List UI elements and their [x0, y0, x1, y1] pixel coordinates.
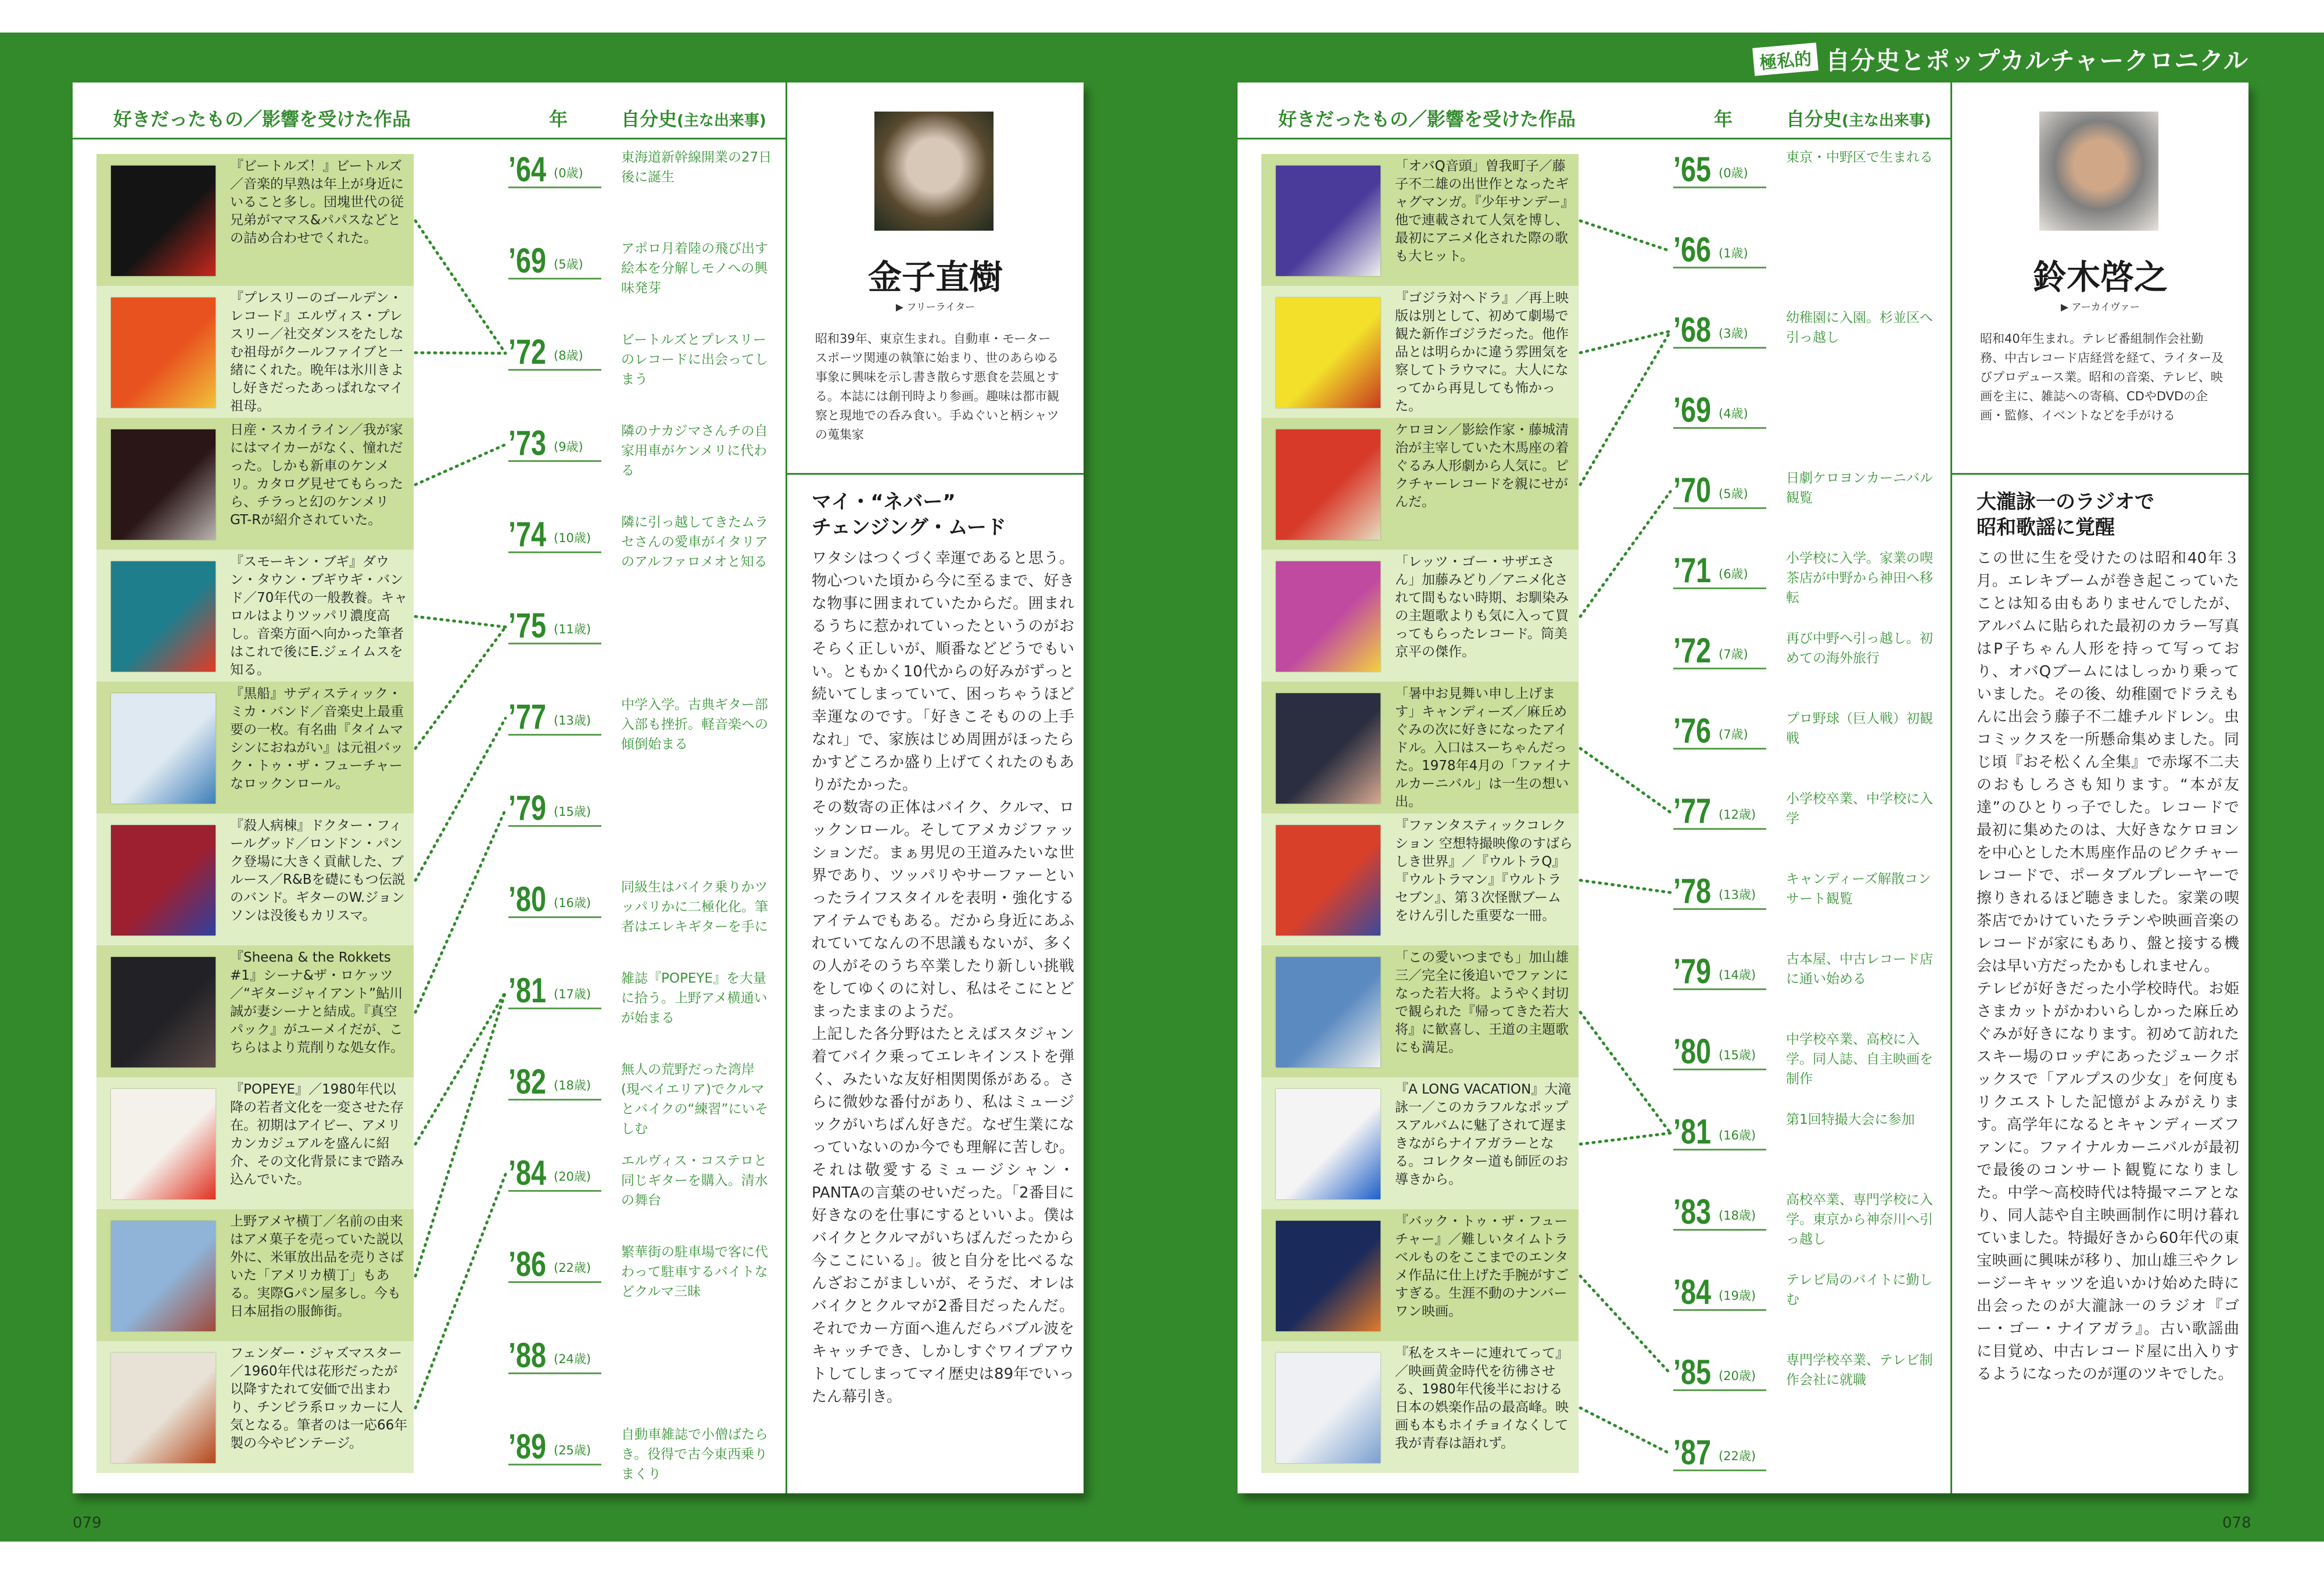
age-label: (9歳) [554, 440, 583, 454]
year-label: ’79 [1673, 952, 1712, 991]
age-label: (24歳) [554, 1352, 591, 1366]
timeline-event: キャンディーズ解散コンサート観覧 [1786, 872, 1932, 906]
title-text: 自分史とポップカルチャークロニクル [1825, 46, 2248, 75]
connector-line [415, 809, 505, 1012]
timeline-year [508, 882, 601, 918]
timeline-event: 再び中野へ引っ越し。初めての海外旅行 [1786, 631, 1933, 666]
age-label: (13歳) [1719, 888, 1756, 902]
year-label: ’73 [508, 424, 547, 463]
year-label: ’70 [1673, 471, 1712, 510]
work-description: ケロヨン／影絵作家・藤城清治が主宰していた木馬座の着ぐるみ人形劇から人気に。ピクチャーレコードを親にせがんだ。 [1395, 422, 1569, 510]
age-label: (16歳) [1719, 1128, 1756, 1142]
age-label: (3歳) [1719, 327, 1748, 341]
timeline-event: 無人の荒野だった湾岸(現ベイエリア)でクルマとバイクの“練習”にいそしむ [621, 1062, 769, 1137]
essay-paragraph: この世に生を受けたのは昭和40年３月。エレキブームが巻き起こっていたことは知る由もありませんでしたが、アルバムに貼られた最初のカラー写真はP子ちゃん人形を持って写っており、オバQブームにはしっかり乗っていました。その後、幼稚園でドラえもんに出会う藤子不二雄チルドレン。虫コミックスを一所懸命集めました。同じ頃『おそ松くん全集』で赤塚不二夫のおもしろさも知ります。“本が友達”のひとりっ子でした。レコードで最初に集めたのは、大好きなケロヨンを中心とした木馬座作品のピクチャーレコードで、ポータブルプレーヤーで擦りきれるほど聴きました。家業の喫茶店でかけていたラテンや映画音楽のレコードが家にもあり、盤と接する機会は早い方だったかもしれません。 [1977, 550, 2239, 975]
work-item [96, 550, 414, 682]
age-label: (11歳) [554, 622, 591, 636]
connector-line [415, 1174, 505, 1408]
year-label: ’74 [508, 515, 547, 554]
essay-paragraph: その数寄の正体はバイク、クルマ、ロックンロール。そしてアメカジファッションだ。まぁ男児の王道みたいな世界であり、ツッパリやサーファーといったライフスタイルを表明・強化するアイテムでもある。だから身近にあふれていてなんの不思議もないが、多くの人がそのうち卒業したり新しい挑戦をしてゆくのに対し、私はそこにとどまったままのようだ。 [812, 799, 1074, 1020]
cover-image [1276, 1089, 1380, 1199]
work-description: 『POPEYE』／1980年代以降の若者文化を一変させた存在。初期はアイビー、アメリカンカジュアルを盛んに紹介、その文化背景にまで踏み込んでいた。 [230, 1082, 404, 1187]
timeline-year [508, 608, 601, 644]
column-header-works: 好きだったもの／影響を受けた作品 [113, 108, 411, 130]
year-label: ’84 [1673, 1273, 1712, 1311]
year-label: ’81 [508, 971, 547, 1010]
timeline-event: 雑誌『POPEYE』を大量に拾う。上野アメ横通いが始まる [621, 971, 768, 1026]
year-label: ’68 [1673, 310, 1712, 349]
header-divider [73, 138, 786, 139]
column-header-works: 好きだったもの／影響を受けた作品 [1278, 108, 1576, 130]
timeline-event: 東京・中野区で生まれる [1786, 150, 1933, 165]
timeline-year [508, 243, 601, 279]
age-label: (8歳) [554, 349, 583, 363]
title-badge: 極私的 [1752, 42, 1819, 76]
year-label: ’77 [508, 697, 547, 736]
work-item [96, 1341, 414, 1473]
work-description: 『ゴジラ対ヘドラ』／再上映版は別として、初めて劇場で観た新作ゴジラだった。他作品とは明らかに違う雰囲気を察してトラウマに。大人になってから再見しても怖かった。 [1395, 291, 1569, 414]
connector-line [1580, 748, 1670, 812]
work-description: 『A LONG VACATION』大滝詠一／このカラフルなポップスアルバムに魅了されて遅まきながらナイアガラーとなる。コレクター道も師匠のお導きから。 [1395, 1082, 1572, 1187]
age-label: (18歳) [554, 1078, 591, 1092]
essay-body [812, 547, 1074, 1408]
timeline-event: 専門学校卒業、テレビ制作会社に就職 [1786, 1353, 1933, 1388]
author-photo [874, 112, 994, 231]
work-description: 『Sheena & the Rokkets #1』シーナ&ザ・ロケッツ／“ギタージャイアント”鮎川誠が妻シーナと結成。『真空パック』がユーメイだが、こちらはより荒削りな処女作。 [230, 950, 404, 1055]
essay-title [812, 489, 1073, 540]
timeline-event: ビートルズとプレスリーのレコードに出会ってしまう [621, 332, 768, 387]
age-label: (17歳) [554, 987, 591, 1001]
work-item [1261, 813, 1579, 945]
column-header-history [621, 105, 766, 131]
connector-line [1580, 221, 1670, 251]
author-role: ▶ アーカイヴァー [2061, 302, 2140, 313]
work-description: 「オバQ音頭」曽我町子／藤子不二雄の出世作となったギャグマンガ。『少年サンデー』他で連載されて人気を博し、最初にアニメ化された際の歌も大ヒット。 [1395, 159, 1569, 264]
work-item [96, 813, 414, 945]
timeline-year [1673, 1114, 1766, 1151]
timeline-year [1673, 1355, 1766, 1391]
work-description: 『スモーキン・ブギ』ダウン・タウン・ブギウギ・バンド／70年代の一般教養。キャロルはよりツッパリ濃度高し。音楽方面へ向かった筆者はこれで後にE.ジェイムスを知る。 [230, 554, 408, 678]
work-item [96, 945, 414, 1077]
cover-image [1276, 429, 1380, 540]
work-description: 『黒船』サディスティック・ミカ・バンド／音楽史上最重要の一枚。有名曲『タイムマシンにおねがい』は元祖バック・トゥ・ザ・フューチャーなロックンロール。 [230, 686, 404, 791]
age-label: (1歳) [1719, 246, 1748, 260]
age-label: (5歳) [1719, 487, 1748, 501]
cover-image [111, 166, 216, 276]
connector-line [1580, 331, 1670, 485]
age-label: (14歳) [1719, 968, 1756, 982]
work-item [96, 1077, 414, 1209]
timeline-year [508, 517, 601, 553]
timeline-year [1673, 711, 1766, 750]
timeline-year [1673, 1034, 1766, 1070]
timeline-year [1673, 232, 1766, 268]
age-label: (20歳) [554, 1170, 591, 1184]
connector-line [1580, 1133, 1670, 1144]
profile-divider [787, 473, 1084, 475]
work-description: 上野アメヤ横丁／名前の由来はアメ菓子を売っていた説以外に、米軍放出品を売りさばいた「アメリカ横丁」もある。実際Gパン屋多し。今も日本屈指の服飾街。 [230, 1214, 404, 1319]
essay-title-line: チェンジング・ムード [812, 516, 1006, 539]
history-header-sub: (主な出来事) [1842, 112, 1931, 130]
timeline-event: 自動車雑誌で小僧ばたらき。役得で古今東西乗りまくり [621, 1427, 768, 1482]
connector-line [415, 221, 505, 353]
work-description: 『バック・トゥ・ザ・フューチャー』／難しいタイムトラベルものをここまでのエンタメ作品に仕上げた手腕がすごすぎる。生涯不動のナンバーワン映画。 [1395, 1214, 1569, 1319]
essay-body [1977, 547, 2239, 1386]
work-description: 「レッツ・ゴー・サザエさん」加藤みどり／アニメ化されて間もない時期、お馴染みの主題歌よりも気に入って買ってもらったレコード。筒美京平の傑作。 [1395, 554, 1569, 660]
year-label: ’84 [508, 1153, 547, 1192]
timeline-year [508, 1338, 601, 1374]
work-item [1261, 1077, 1579, 1209]
connector-line [415, 718, 505, 880]
cover-image [1276, 1353, 1380, 1463]
work-item [96, 286, 414, 418]
connector-line [1580, 880, 1670, 893]
history-header-label: 自分史 [621, 108, 677, 130]
right-page-panel [1238, 83, 2248, 1493]
author-photo [2039, 112, 2158, 231]
author-bio: 昭和39年、東京生まれ。自動車・モータースポーツ関連の執筆に始まり、世のあらゆる事象に興味を示し書き散らす悪食を芸風とする。本誌には創刊時より参画。趣味は都市観察と現地での呑み食い。手ぬぐいと柄シャツの蒐集家 [815, 332, 1059, 442]
work-description: 『ビートルズ！』ビートルズ／音楽的早熟は年上が身近にいること多し。団塊世代の従兄弟がママス&パパスなどとの詰め合わせでくれた。 [230, 159, 404, 246]
work-description: 『プレスリーのゴールデン・レコード』エルヴィス・プレスリー／社交ダンスをたしなむ祖母がクールファイブと一緒にくれた。晩年は氷川きよし好きだったあっぱれなマイ祖母。 [230, 291, 404, 414]
work-item [1261, 154, 1579, 286]
history-header-sub: (主な出来事) [677, 112, 766, 130]
author-role: ▶ フリーライター [895, 302, 975, 313]
timeline-year [508, 1247, 601, 1283]
timeline-year [1673, 791, 1766, 830]
timeline-event: 高校卒業、専門学校に入学。東京から神奈川へ引っ越し [1786, 1192, 1933, 1247]
year-label: ’78 [1673, 872, 1712, 911]
timeline-year [508, 1153, 601, 1192]
timeline-event: 日劇ケロヨンカーニバル観覧 [1786, 471, 1933, 506]
timeline-event: 中学入学。古典ギター部入部も挫折。軽音楽への傾倒始まる [621, 697, 768, 752]
age-label: (25歳) [554, 1443, 591, 1457]
timeline-year [1673, 310, 1766, 349]
page-number-right: 078 [2222, 1514, 2251, 1532]
essay-paragraph: テレビが好きだった小学校時代。お姫さまカットがかわいらしかった麻丘めぐみが好きになります。初めて訪れたスキー場のロッヂにあったジュークボックスで「アルプスの少女」を何度もリクエストした記憶がよみがえります。高学年になるとキャンディーズファンに。ファイナルカーニバルが最初で最後のコンサート観覧になりました。中学～高校時代は特撮マニアとなり、同人誌や自主映画制作に明け暮れていました。特撮好きから60年代の東宝映画に興味が移り、加山雄三やクレージーキャッツを追いかけ始めた時に出会ったのが大瀧詠一のラジオ『ゴー・ゴー・ナイアガラ』。古い歌謡曲に目覚め、中古レコード屋に出入りするようになったのが運のツキでした。 [1977, 980, 2239, 1383]
year-label: ’69 [1673, 390, 1712, 429]
connector-line [1580, 492, 1670, 617]
age-label: (12歳) [1719, 808, 1756, 822]
year-label: ’72 [508, 332, 547, 371]
timeline-event: 繁華街の駐車場で客に代わって駐車するバイトなどクルマ三昧 [621, 1245, 768, 1299]
timeline-event: アポロ月着陸の飛び出す絵本を分解しモノへの興味発芽 [621, 241, 768, 296]
author-name: 鈴木啓之 [2032, 257, 2168, 297]
age-label: (7歳) [1719, 647, 1748, 661]
cover-image [1276, 166, 1380, 276]
cover-image [1276, 957, 1380, 1067]
profile-divider [1952, 473, 2248, 475]
year-label: ’80 [1673, 1032, 1712, 1071]
connector-line [1580, 1276, 1670, 1374]
work-description: 「暑中お見舞い申し上げます」キャンディーズ／麻丘めぐみの次に好きになったアイドル。入口はスーちゃんだった。1978年4月の「ファイナルカーニバル」は一生の想い出。 [1395, 686, 1571, 809]
essay-title-line: 昭和歌謡に覚醒 [1977, 516, 2115, 539]
cover-image [111, 693, 216, 804]
work-item [1261, 1341, 1579, 1473]
timeline-event: 中学校卒業、高校に入学。同人誌、自主映画を制作 [1786, 1032, 1933, 1087]
left-page-panel [73, 83, 1084, 1493]
age-label: (22歳) [1719, 1449, 1756, 1463]
timeline-event: エルヴィス・コステロと同じギターを購入。清水の舞台 [621, 1153, 768, 1208]
work-item [1261, 550, 1579, 682]
age-label: (13歳) [554, 714, 591, 727]
timeline-event: プロ野球（巨人戦）初観戦 [1786, 711, 1933, 746]
timeline-event: 同級生はバイク乗りかツッパリかに二極化化。筆者はエレキギターを手に [621, 880, 768, 934]
timeline-year [508, 332, 601, 371]
cover-image [111, 1221, 216, 1331]
timeline-year [1673, 954, 1766, 990]
cover-image [111, 957, 216, 1067]
cover-image [1276, 298, 1380, 408]
work-item [96, 154, 414, 286]
year-label: ’89 [508, 1427, 547, 1466]
column-header-history [1786, 105, 1931, 131]
work-description: 日産・スカイライン／我が家にはマイカーがなく、憧れだった。しかも新車のケンメリ。カタログ見せてもらったら、チラっと幻のケンメリGT-Rが紹介されていた。 [230, 422, 403, 528]
age-label: (0歳) [554, 166, 583, 180]
timeline-year [1673, 473, 1766, 509]
year-label: ’64 [508, 150, 547, 189]
age-label: (7歳) [1719, 727, 1748, 741]
timeline-year [508, 697, 601, 736]
timeline-year [508, 973, 601, 1009]
year-label: ’88 [508, 1336, 547, 1375]
cover-image [111, 1089, 216, 1199]
essay-title [1977, 489, 2238, 540]
connector-line [415, 992, 505, 1144]
work-item [96, 682, 414, 813]
connector-line [415, 627, 505, 748]
cover-image [1276, 825, 1380, 936]
author-bio: 昭和40年生まれ。テレビ番組制作会社勤務、中古レコード店経営を経て、ライター及びプロデュース業。昭和の音楽、テレビ、映画を主に、雑誌への寄稿、CDやDVDの企画・監修、イベントなどを手がける [1980, 332, 2223, 422]
age-label: (15歳) [1719, 1048, 1756, 1062]
connector-line [415, 617, 505, 627]
timeline-event: 東海道新幹線開業の27日後に誕生 [621, 150, 772, 185]
cover-image [1276, 561, 1380, 672]
year-label: ’71 [1673, 551, 1712, 590]
cover-image [111, 825, 216, 936]
work-item [1261, 1209, 1579, 1341]
cover-image [1276, 693, 1380, 804]
timeline-event: 幼稚園に入園。杉並区へ引っ越し [1786, 310, 1933, 345]
year-label: ’83 [1673, 1192, 1712, 1231]
timeline-event: 隣のナカジマさんチの自家用車がケンメリに代わる [621, 424, 768, 478]
spread-title [1753, 42, 2248, 77]
essay-paragraph: 上記した各分野はたとえばスタジャン着てバイク乗ってエレキインストを弾く、みたいな友好相関関係がある。さらに微妙な番付があり、私はミュージックがいちばん好きだ。なぜ生業になっていないのか今でも理解に苦しむ。それは敬愛するミュージシャン・PANTAの言葉のせいだった。「2番目に好きなのを仕事にするといいよ。僕はバイクとクルマがいちばんだったから今ここにいる」。彼と自分を比べるなんざおこがましいが、そうだ、オレはバイクとクルマが2番目だったんだ。それでカー方面へ進んだらバブル波をキャッチでき、しかしすぐワイプアウトしてしまってマイ歴史は89年でいったん幕引き。 [812, 1026, 1074, 1406]
timeline-year [1673, 1275, 1766, 1311]
year-label: ’65 [1673, 150, 1712, 189]
year-label: ’81 [1673, 1112, 1712, 1151]
age-label: (18歳) [1719, 1209, 1756, 1223]
timeline-year [508, 1062, 601, 1101]
timeline-year [508, 152, 601, 188]
year-label: ’87 [1673, 1433, 1712, 1472]
year-label: ’75 [508, 606, 547, 645]
timeline-year [1673, 874, 1766, 910]
column-header-year: 年 [1714, 108, 1733, 130]
timeline-event: 隣に引っ越してきたムラセさんの愛車がイタリアのアルファロメオと知る [621, 515, 768, 569]
cover-image [111, 298, 216, 408]
cover-image [111, 429, 216, 540]
timeline-event: テレビ局のバイトに勤しむ [1786, 1273, 1933, 1307]
age-label: (19歳) [1719, 1289, 1756, 1303]
essay-paragraph: ワタシはつくづく幸運であると思う。物心ついた頃から今に至るまで、好きな物事に囲まれていたからだ。囲まれるうちに惹かれていったというのがおそらく正しいが、順番などどうでもいい。ともかく10代からの好みがずっと続いてしまっていて、困っちゃうほど幸運なのです。「好きこそものの上手なれ」で、家族はじめ周囲がほったらかすどころか盛り上げてくれたのもありがたかった。 [812, 550, 1074, 794]
cover-image [111, 561, 216, 672]
age-label: (6歳) [1719, 567, 1748, 581]
year-label: ’86 [508, 1245, 547, 1284]
timeline-year [1673, 1435, 1766, 1471]
header-divider [1238, 138, 1950, 139]
year-label: ’76 [1673, 711, 1712, 750]
connector-line [1580, 1408, 1670, 1454]
timeline-year [508, 426, 601, 462]
cover-image [1276, 1221, 1380, 1331]
age-label: (16歳) [554, 896, 591, 910]
timeline-event: 小学校卒業、中学校に入学 [1786, 791, 1933, 826]
age-label: (5歳) [554, 257, 583, 271]
timeline-year [1673, 152, 1766, 188]
author-name: 金子直樹 [867, 257, 1003, 297]
year-label: ’80 [508, 880, 547, 919]
age-label: (4歳) [1719, 407, 1748, 421]
timeline-year [508, 791, 601, 827]
timeline-event: 古本屋、中古レコード店に通い始める [1786, 952, 1933, 987]
timeline-event: 小学校に入学。家業の喫茶店が中野から神田へ移転 [1786, 551, 1933, 605]
work-item [96, 1209, 414, 1341]
year-label: ’77 [1673, 791, 1712, 830]
connector-line [1580, 1012, 1670, 1133]
age-label: (0歳) [1719, 166, 1748, 180]
work-description: 『ファンタスティックコレクション 空想特撮映像のすばらしき世界』／『ウルトラQ』『ウルトラマン』『ウルトラセブン』、第３次怪獣ブームをけん引した重要な一冊。 [1395, 818, 1573, 923]
year-label: ’79 [508, 789, 547, 827]
work-item [1261, 286, 1579, 418]
essay-title-line: マイ・“ネバー” [812, 490, 956, 514]
timeline-year [1673, 390, 1766, 429]
age-label: (10歳) [554, 531, 591, 545]
page-number-left: 079 [73, 1514, 102, 1532]
year-label: ’66 [1673, 230, 1712, 269]
cover-image [111, 1353, 216, 1463]
connector-line [415, 445, 505, 485]
work-item [1261, 945, 1579, 1077]
age-label: (15歳) [554, 805, 591, 819]
work-description: 「この愛いつまでも」加山雄三／完全に後追いでファンになった若大将。ようやく封切で観られた『帰ってきた若大将』に歓喜し、王道の主題歌にも満足。 [1395, 950, 1569, 1055]
connector-line [1580, 331, 1670, 353]
column-header-year: 年 [549, 108, 568, 130]
timeline-year [1673, 633, 1766, 669]
connector-line [415, 992, 505, 1276]
timeline-year [1673, 553, 1766, 589]
timeline-event: 第1回特撮大会に参加 [1786, 1112, 1915, 1127]
work-description: 『殺人病棟』ドクター・フィールグッド／ロンドン・パンク登場に大きく貢献した、ブルース／R&Bを礎にもつ伝説のバンド。ギターのW.ジョンソンは没後もカリスマ。 [230, 818, 406, 923]
essay-title-line: 大瀧詠一のラジオで [1977, 490, 2154, 514]
age-label: (22歳) [554, 1261, 591, 1275]
year-label: ’82 [508, 1062, 547, 1101]
year-label: ’69 [508, 241, 547, 280]
timeline-year [1673, 1192, 1766, 1231]
work-description: フェンダー・ジャズマスター／1960年代は花形だったが以降すたれて安価で出まわり、チンピラ系ロッカーに人気となる。筆者のは一応66年製の今やビンテージ。 [230, 1346, 408, 1451]
year-label: ’85 [1673, 1353, 1712, 1392]
work-description: 『私をスキーに連れてって』／映画黄金時代を彷彿させる、1980年代後半における日本の娯楽作品の最高峰。映画も本もホイチョイなくして我が青春は語れず。 [1395, 1346, 1569, 1451]
year-label: ’72 [1673, 631, 1712, 670]
age-label: (20歳) [1719, 1369, 1756, 1383]
work-item [1261, 682, 1579, 813]
history-header-label: 自分史 [1786, 108, 1842, 130]
work-item [96, 418, 414, 550]
timeline-year [508, 1429, 601, 1465]
work-item [1261, 418, 1579, 550]
